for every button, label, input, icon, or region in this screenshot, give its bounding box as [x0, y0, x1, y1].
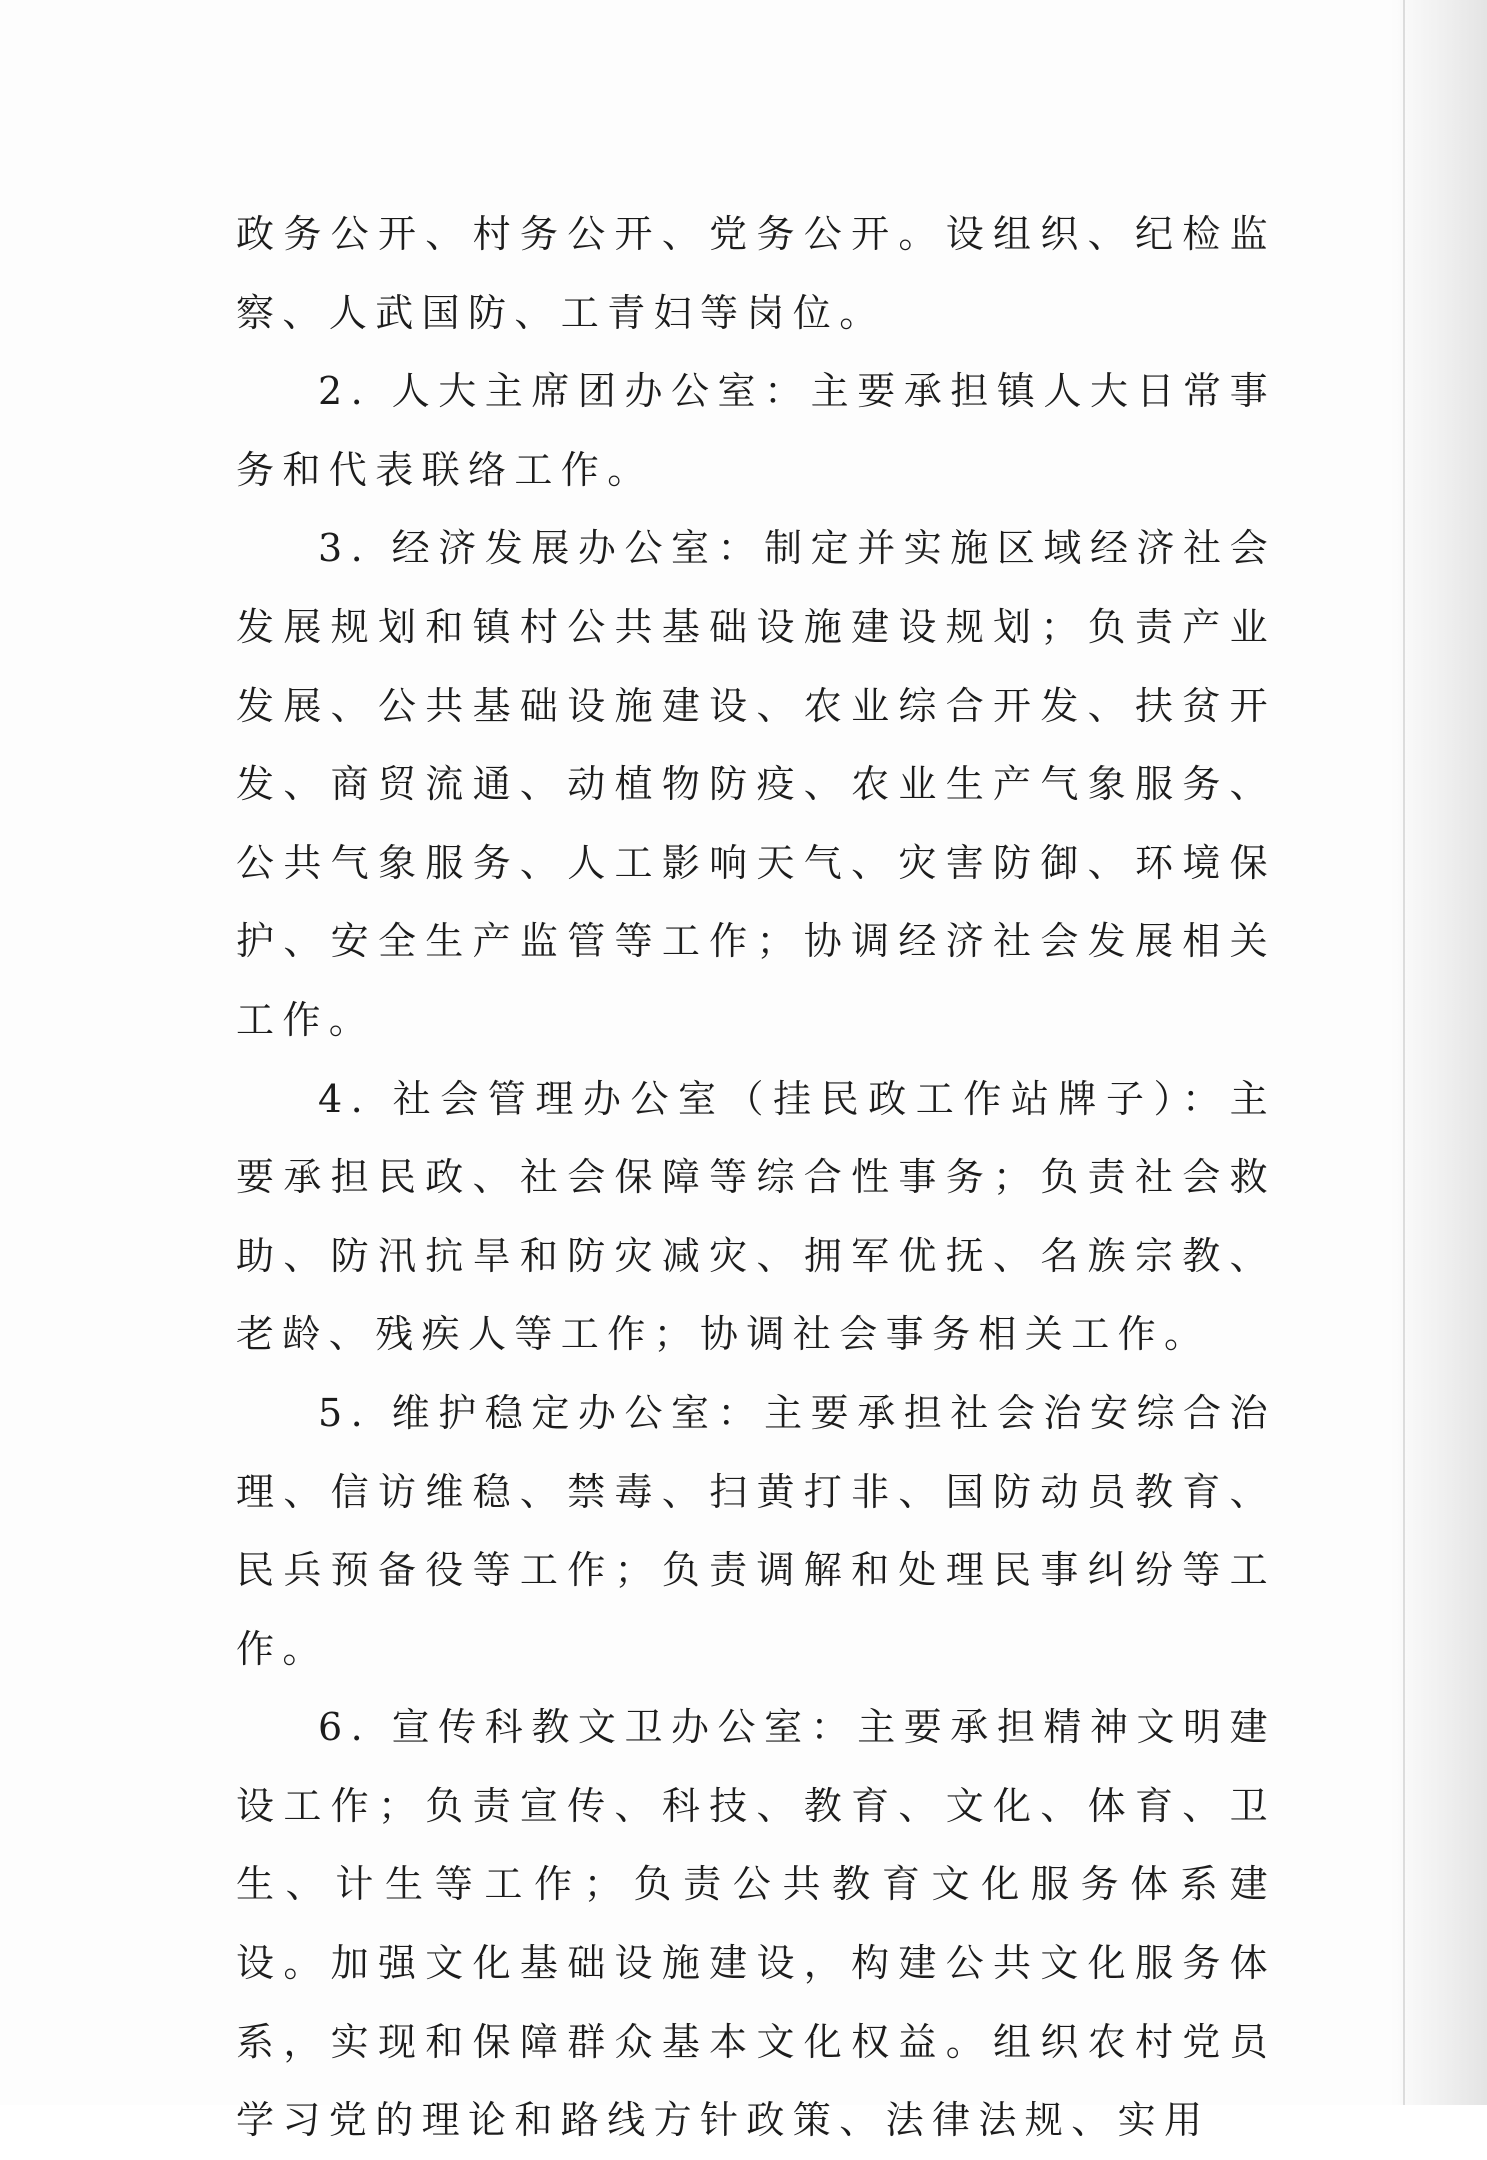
body-text: [236, 195, 1276, 2160]
scan-edge-line: [1403, 0, 1405, 2105]
paragraph-people-congress-office: 2. 人大主席团办公室：主要承担镇人大日常事务和代表联络工作。: [236, 369, 1276, 492]
paragraph-continuation: 政务公开、村务公开、党务公开。设组织、纪检监察、人武国防、工青妇等岗位。: [236, 212, 1276, 335]
paragraph-social-management-office: 4. 社会管理办公室（挂民政工作站牌子）：主要承担民政、社会保障等综合性事务；负责社会救助、防汛抗旱和防灾减灾、拥军优抚、名族宗教、老龄、残疾人等工作；协调社会事务相关工作。: [236, 1076, 1276, 1357]
paragraph-stability-office: 5. 维护稳定办公室：主要承担社会治安综合治理、信访维稳、禁毒、扫黄打非、国防动员教育、民兵预备役等工作；负责调解和处理民事纠纷等工作。: [236, 1390, 1276, 1671]
paragraph-publicity-education-office: 6. 宣传科教文卫办公室：主要承担精神文明建设工作；负责宣传、科技、教育、文化、体育、卫生、计生等工作；负责公共教育文化服务体系建设。加强文化基础设施建设，构建公共文化服务体系，实现和保障群众基本文化权益。组织农村党员学习党的理论和路线方针政策、法律法规、实用: [236, 1705, 1276, 2143]
scan-edge-shadow: [1391, 0, 1487, 2105]
paragraph-economic-development-office: 3. 经济发展办公室：制定并实施区域经济社会发展规划和镇村公共基础设施建设规划；负责产业发展、公共基础设施建设、农业综合开发、扶贫开发、商贸流通、动植物防疫、农业生产气象服务、公共气象服务、人工影响天气、灾害防御、环境保护、安全生产监管等工作；协调经济社会发展相关工作。: [236, 526, 1276, 1042]
